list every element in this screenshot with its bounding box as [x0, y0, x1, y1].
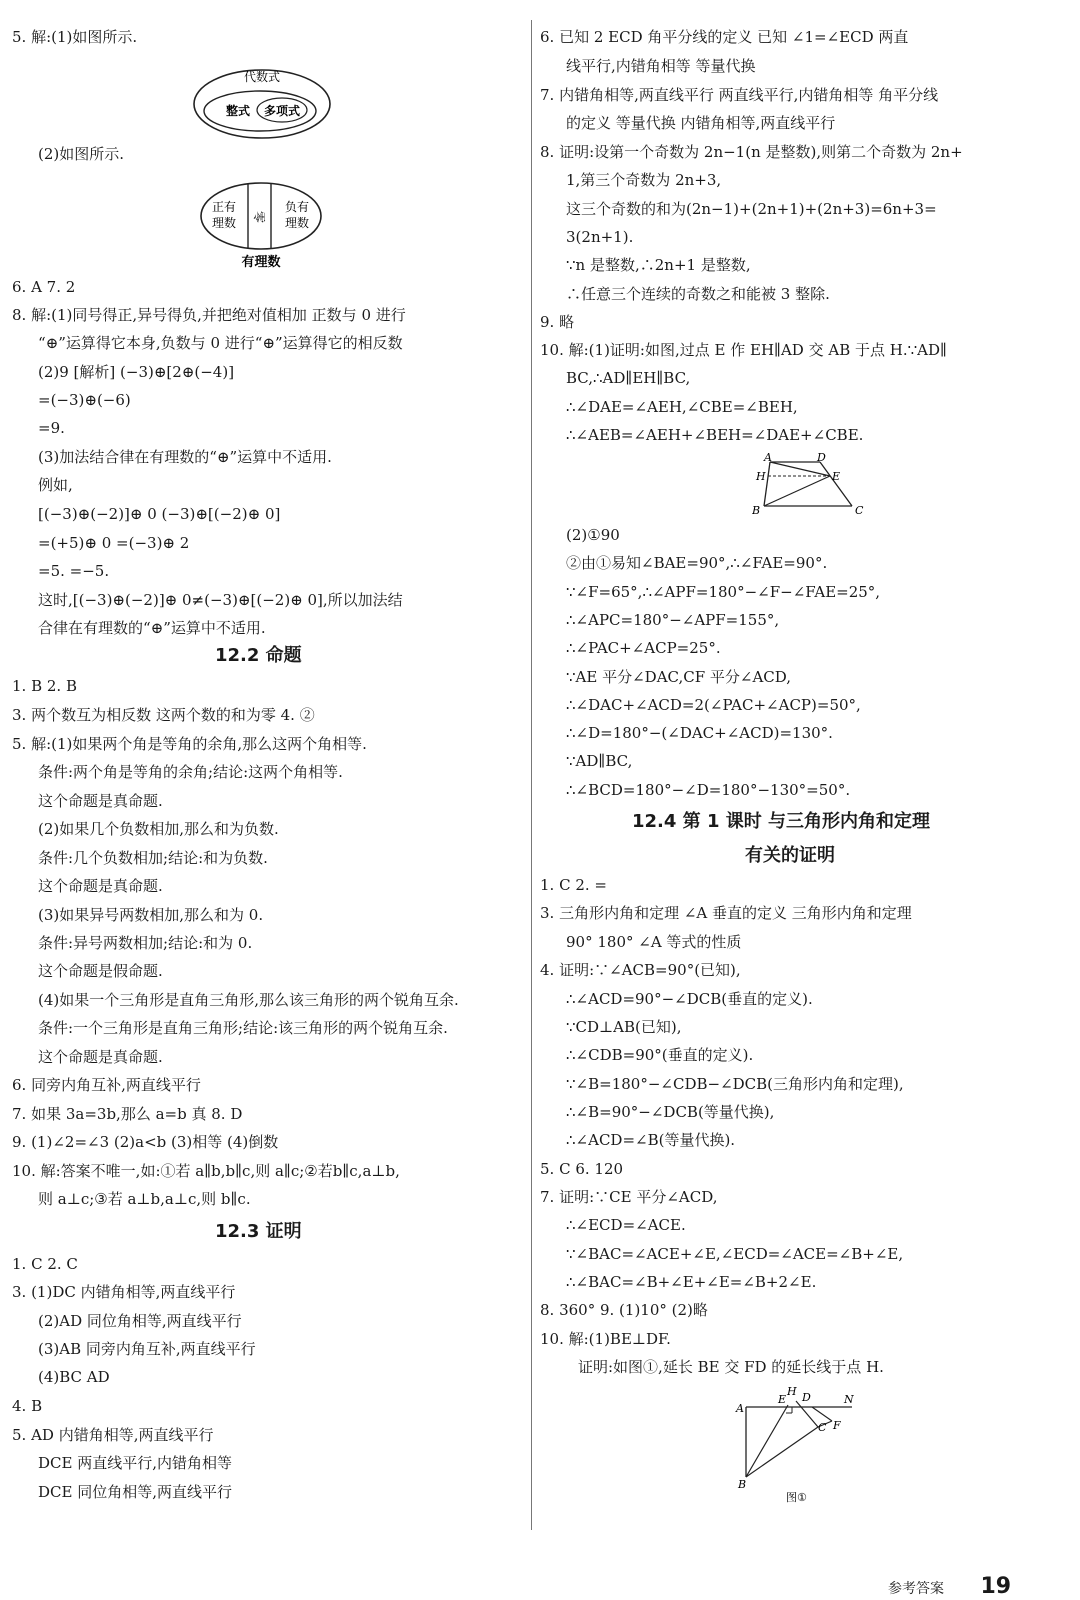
fig3-label-h: H — [756, 470, 766, 483]
rational-number-diagram — [198, 176, 328, 271]
fig4-label-b: B — [738, 1478, 747, 1491]
right-text-line-28: 4. 证明:∵∠ACB=90°(已知), — [540, 961, 741, 979]
left-text-line-4: “⊕”运算得它本身,负数与 0 进行“⊕”运算得它的相反数 — [38, 334, 403, 352]
right-section-heading-1: 有关的证明 — [745, 845, 835, 866]
left-text-line-27: 条件:一个三角形是直角三角形;结论:该三角形的两个锐角互余. — [38, 1019, 448, 1037]
right-text-line-41: 10. 解:(1)BE⊥DF. — [540, 1330, 671, 1348]
left-text-line-24: 条件:异号两数相加;结论:和为 0. — [38, 934, 253, 952]
right-text-line-30: ∵CD⊥AB(已知), — [566, 1018, 682, 1036]
right-text-line-3: 的定义 等量代换 内错角相等,两直线平行 — [566, 114, 836, 132]
left-text-line-34: 1. C 2. C — [12, 1255, 78, 1273]
trapezoid-figure — [752, 452, 872, 520]
left-text-line-5: (2)9 [解析] (−3)⊕[2⊕(−4)] — [38, 363, 235, 381]
right-text-line-29: ∴∠ACD=90°−∠DCB(垂直的定义). — [566, 990, 813, 1008]
left-text-line-12: =5. =−5. — [38, 562, 110, 580]
fig3-label-a: A — [764, 452, 772, 464]
right-text-line-31: ∴∠CDB=90°(垂直的定义). — [566, 1046, 754, 1064]
left-text-line-33: 则 a⊥c;③若 a⊥b,a⊥c,则 b∥c. — [38, 1190, 251, 1208]
left-text-line-31: 9. (1)∠2=∠3 (2)a<b (3)相等 (4)倒数 — [12, 1133, 279, 1151]
right-text-line-19: ∴∠PAC+∠ACP=25°. — [566, 639, 721, 657]
left-text-line-30: 7. 如果 3a=3b,那么 a=b 真 8. D — [12, 1105, 243, 1123]
left-text-line-3: 8. 解:(1)同号得正,异号得负,并把绝对值相加 正数与 0 进行 — [12, 306, 406, 324]
left-text-line-42: DCE 同位角相等,两直线平行 — [38, 1483, 232, 1501]
left-text-line-13: 这时,[(−3)⊕(−2)]⊕ 0≠(−3)⊕[(−2)⊕ 0],所以加法结 — [38, 591, 403, 609]
fig1-outer-label: 代数式 — [243, 70, 281, 84]
right-text-line-16: ②由①易知∠BAE=90°,∴∠FAE=90°. — [566, 554, 828, 572]
fig3-label-d: D — [817, 452, 826, 464]
footer-label: 参考答案 — [888, 1581, 944, 1597]
right-text-line-23: ∵AD∥BC, — [566, 752, 633, 770]
left-text-line-39: 4. B — [12, 1397, 43, 1415]
left-text-line-29: 6. 同旁内角互补,两直线平行 — [12, 1076, 201, 1094]
fig4-label-h: H — [787, 1385, 797, 1398]
left-text-line-8: (3)加法结合律在有理数的“⊕”运算中不适用. — [38, 448, 332, 466]
right-text-line-36: 7. 证明:∵CE 平分∠ACD, — [540, 1188, 718, 1206]
left-text-line-14: 合律在有理数的“⊕”运算中不适用. — [38, 619, 266, 637]
right-text-line-42: 证明:如图①,延长 BE 交 FD 的延长线于点 H. — [578, 1358, 884, 1376]
right-text-line-8: ∵n 是整数,∴2n+1 是整数, — [566, 256, 751, 274]
left-text-line-9: 例如, — [38, 476, 73, 494]
fig1-right-label: 多项式 — [263, 104, 301, 118]
left-section-heading-1: 12.3 证明 — [215, 1221, 302, 1242]
right-text-line-9: ∴任意三个连续的奇数之和能被 3 整除. — [566, 285, 830, 303]
fig2-left-label-1: 正有 — [211, 200, 237, 214]
left-text-line-7: =9. — [38, 419, 65, 437]
right-text-line-11: 10. 解:(1)证明:如图,过点 E 作 EH∥AD 交 AB 于点 H.∵AD∥ — [540, 341, 947, 359]
fig4-label-n: N — [844, 1393, 854, 1406]
left-text-line-17: 5. 解:(1)如果两个角是等角的余角,那么这两个角相等. — [12, 735, 367, 753]
right-text-line-2: 7. 内错角相等,两直线平行 两直线平行,内错角相等 角平分线 — [540, 86, 939, 104]
right-text-line-1: 线平行,内错角相等 等量代换 — [566, 57, 756, 75]
right-text-line-21: ∴∠DAC+∠ACD=2(∠PAC+∠ACP)=50°, — [566, 696, 861, 714]
fig4-label-c: C — [818, 1421, 827, 1434]
fig4-label-d: D — [802, 1391, 811, 1404]
left-text-line-11: =(+5)⊕ 0 =(−3)⊕ 2 — [38, 534, 190, 552]
left-text-line-41: DCE 两直线平行,内错角相等 — [38, 1454, 232, 1472]
column-divider — [531, 20, 532, 1530]
left-text-line-1: (2)如图所示. — [38, 145, 125, 163]
left-text-line-26: (4)如果一个三角形是直角三角形,那么该三角形的两个锐角互余. — [38, 991, 459, 1009]
left-text-line-0: 5. 解:(1)如图所示. — [12, 28, 138, 46]
fig3-label-b: B — [752, 504, 761, 517]
fig2-caption: 有理数 — [241, 255, 281, 270]
left-text-line-18: 条件:两个角是等角的余角;结论:这两个角相等. — [38, 763, 343, 781]
right-text-line-33: ∴∠B=90°−∠DCB(等量代换), — [566, 1103, 775, 1121]
left-text-line-32: 10. 解:答案不唯一,如:①若 a∥b,b∥c,则 a∥c;②若b∥c,a⊥b, — [12, 1162, 400, 1180]
algebraic-expression-diagram — [190, 64, 340, 144]
fig1-left-label: 整式 — [225, 104, 251, 118]
left-text-line-2: 6. A 7. 2 — [12, 278, 76, 296]
left-text-line-36: (2)AD 同位角相等,两直线平行 — [38, 1312, 242, 1330]
left-text-line-19: 这个命题是真命题. — [38, 792, 163, 810]
left-text-line-37: (3)AB 同旁内角互补,两直线平行 — [38, 1340, 256, 1358]
right-text-line-22: ∴∠D=180°−(∠DAC+∠ACD)=130°. — [566, 724, 833, 742]
left-text-line-16: 3. 两个数互为相反数 这两个数的和为零 4. ② — [12, 706, 315, 724]
left-text-line-10: [(−3)⊕(−2)]⊕ 0 (−3)⊕[(−2)⊕ 0] — [38, 505, 281, 523]
right-text-line-24: ∴∠BCD=180°−∠D=180°−130°=50°. — [566, 781, 851, 799]
left-text-line-38: (4)BC AD — [38, 1368, 110, 1386]
left-text-line-15: 1. B 2. B — [12, 677, 77, 695]
right-text-line-12: BC,∴AD∥EH∥BC, — [566, 369, 691, 387]
right-text-line-38: ∵∠BAC=∠ACE+∠E,∠ECD=∠ACE=∠B+∠E, — [566, 1245, 904, 1263]
figure-1-geometry — [734, 1385, 864, 1510]
right-text-line-4: 8. 证明:设第一个奇数为 2n−1(n 是整数),则第二个奇数为 2n+ — [540, 143, 963, 161]
footer-page-number: 19 — [980, 1574, 1012, 1599]
left-section-heading-0: 12.2 命题 — [215, 645, 302, 666]
left-text-line-25: 这个命题是假命题. — [38, 962, 163, 980]
right-text-line-32: ∵∠B=180°−∠CDB−∠DCB(三角形内角和定理), — [566, 1075, 904, 1093]
right-text-line-20: ∵AE 平分∠DAC,CF 平分∠ACD, — [566, 668, 792, 686]
right-text-line-35: 5. C 6. 120 — [540, 1160, 624, 1178]
right-text-line-10: 9. 略 — [540, 313, 575, 331]
right-text-line-0: 6. 已知 2 ECD 角平分线的定义 已知 ∠1=∠ECD 两直 — [540, 28, 909, 46]
right-text-line-14: ∴∠AEB=∠AEH+∠BEH=∠DAE+∠CBE. — [566, 426, 864, 444]
fig2-left-label-2: 理数 — [211, 216, 237, 230]
fig2-right-label-1: 负有 — [284, 200, 310, 214]
right-section-heading-0: 12.4 第 1 课时 与三角形内角和定理 — [632, 811, 931, 832]
right-text-line-27: 90° 180° ∠A 等式的性质 — [566, 933, 742, 951]
right-text-line-15: (2)①90 — [566, 526, 620, 544]
right-text-line-39: ∴∠BAC=∠B+∠E+∠E=∠B+2∠E. — [566, 1273, 817, 1291]
right-text-line-40: 8. 360° 9. (1)10° (2)略 — [540, 1301, 708, 1319]
fig4-label-f: F — [833, 1419, 841, 1432]
fig3-label-e: E — [832, 470, 841, 483]
right-text-line-13: ∴∠DAE=∠AEH,∠CBE=∠BEH, — [566, 398, 798, 416]
right-text-line-37: ∴∠ECD=∠ACE. — [566, 1216, 686, 1234]
fig4-caption: 图① — [786, 1491, 807, 1504]
right-text-line-6: 这三个奇数的和为(2n−1)+(2n+1)+(2n+3)=6n+3= — [566, 200, 937, 218]
fig2-middle-label: 零 — [252, 210, 266, 224]
left-text-line-22: 这个命题是真命题. — [38, 877, 163, 895]
right-text-line-25: 1. C 2. = — [540, 876, 607, 894]
left-text-line-6: =(−3)⊕(−6) — [38, 391, 131, 409]
left-text-line-35: 3. (1)DC 内错角相等,两直线平行 — [12, 1283, 236, 1301]
left-text-line-23: (3)如果异号两数相加,那么和为 0. — [38, 906, 264, 924]
left-text-line-20: (2)如果几个负数相加,那么和为负数. — [38, 820, 279, 838]
right-text-line-18: ∴∠APC=180°−∠APF=155°, — [566, 611, 780, 629]
right-text-line-17: ∵∠F=65°,∴∠APF=180°−∠F−∠FAE=25°, — [566, 583, 881, 601]
right-text-line-26: 3. 三角形内角和定理 ∠A 垂直的定义 三角形内角和定理 — [540, 904, 912, 922]
fig4-label-a: A — [736, 1402, 744, 1415]
left-text-line-21: 条件:几个负数相加;结论:和为负数. — [38, 849, 268, 867]
right-text-line-5: 1,第三个奇数为 2n+3, — [566, 171, 722, 189]
left-text-line-40: 5. AD 内错角相等,两直线平行 — [12, 1426, 214, 1444]
fig4-label-e: E — [778, 1393, 787, 1406]
page-footer — [888, 1574, 1011, 1599]
right-text-line-7: 3(2n+1). — [566, 228, 634, 246]
fig3-label-c: C — [855, 504, 864, 517]
left-text-line-28: 这个命题是真命题. — [38, 1048, 163, 1066]
fig2-right-label-2: 理数 — [284, 216, 310, 230]
right-text-line-34: ∴∠ACD=∠B(等量代换). — [566, 1131, 736, 1149]
